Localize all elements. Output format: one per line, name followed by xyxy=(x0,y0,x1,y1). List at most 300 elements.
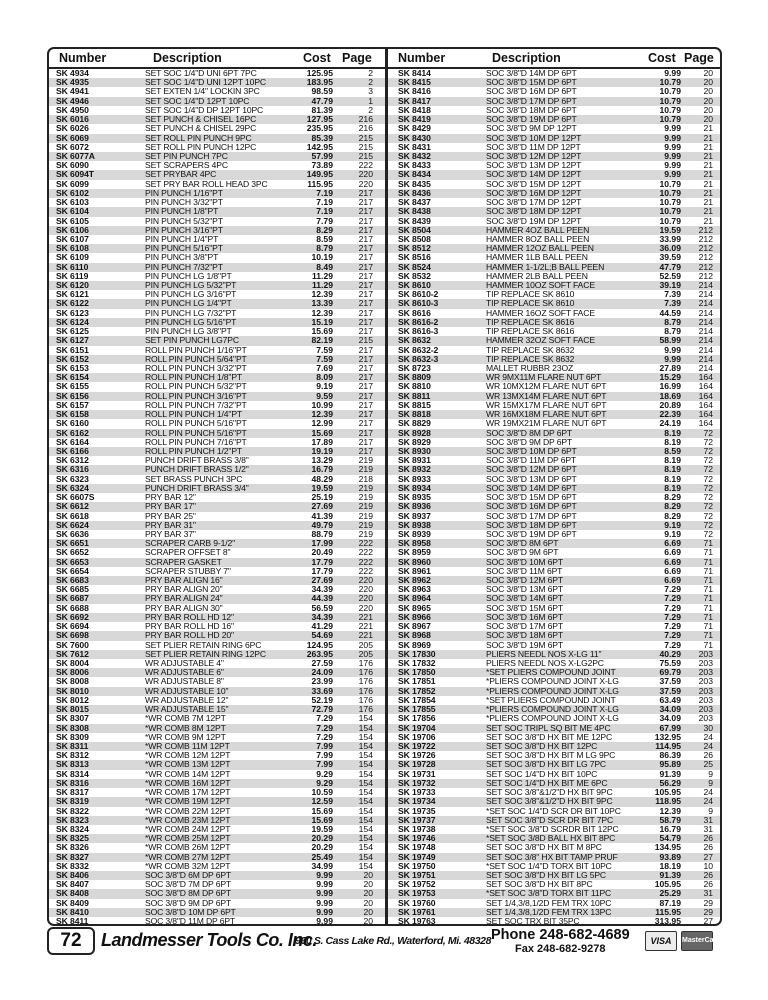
item-number: SK 6122 xyxy=(56,298,89,309)
item-description: WR 9MX11M FLARE NUT 6PT xyxy=(486,372,602,383)
item-cost: 11.29 xyxy=(311,280,333,291)
item-cost: 11.29 xyxy=(311,270,333,281)
item-page: 9 xyxy=(708,768,713,779)
item-cost: 58.99 xyxy=(659,335,681,346)
item-page: 222 xyxy=(358,538,373,549)
item-cost: 7.79 xyxy=(316,215,333,226)
item-page: 26 xyxy=(703,879,713,890)
item-page: 26 xyxy=(703,833,713,844)
item-number: SK 8410 xyxy=(56,906,89,917)
item-cost: 39.59 xyxy=(659,252,681,263)
item-number: SK 8964 xyxy=(398,593,431,604)
item-description: SET PRY BAR ROLL HEAD 3PC xyxy=(145,178,268,189)
item-description: SET PUNCH & CHISEL 16PC xyxy=(145,114,257,125)
item-number: SK 8967 xyxy=(398,621,431,632)
item-number: SK 6607S xyxy=(56,492,95,503)
item-number: SK 6160 xyxy=(56,418,89,429)
item-number: SK 8961 xyxy=(398,565,431,576)
item-page: 164 xyxy=(698,390,713,401)
item-description: WR 19MX21M FLARE NUT 6PT xyxy=(486,418,607,429)
item-description: SOC 3/8"D 15M DP 12PT xyxy=(486,178,582,189)
item-number: SK 6316 xyxy=(56,464,89,475)
item-number: SK 6119 xyxy=(56,270,89,281)
item-cost: 6.69 xyxy=(664,565,681,576)
item-description: PUNCH DRIFT BRASS 1/2" xyxy=(145,464,249,475)
item-number: SK 8439 xyxy=(398,215,431,226)
item-page: 2 xyxy=(368,68,373,78)
item-number: SK 8938 xyxy=(398,519,431,530)
item-cost: 235.95 xyxy=(306,123,333,134)
item-description: SOC 3/8"D 8M 6PT xyxy=(486,538,559,549)
item-description: *WR COMB 24M 12PT xyxy=(145,823,231,834)
item-page: 222 xyxy=(358,565,373,576)
item-page: 217 xyxy=(358,307,373,318)
item-number: SK 8416 xyxy=(398,86,431,97)
item-cost: 9.29 xyxy=(316,777,333,788)
item-description: SOC 3/8"D 11M DP 12PT xyxy=(486,141,581,152)
item-number: SK 6692 xyxy=(56,611,89,622)
item-number: SK 6106 xyxy=(56,224,89,235)
item-description: PRY BAR 17" xyxy=(145,501,196,512)
item-cost: 12.59 xyxy=(311,796,333,807)
item-page: 176 xyxy=(358,676,373,687)
item-description: ROLL PIN PUNCH 7/16"PT xyxy=(145,436,247,447)
item-description: PRY BAR ALIGN 30" xyxy=(145,602,223,613)
item-number: SK 6612 xyxy=(56,501,89,512)
item-description: WR ADJUSTABLE 10" xyxy=(145,685,229,696)
item-number: SK 8006 xyxy=(56,667,89,678)
item-page: 20 xyxy=(703,77,713,88)
item-page: 220 xyxy=(358,593,373,604)
item-page: 1 xyxy=(368,95,373,106)
item-cost: 15.69 xyxy=(311,814,333,825)
item-cost: 8.29 xyxy=(664,492,681,503)
item-cost: 8.29 xyxy=(664,510,681,521)
item-cost: 54.69 xyxy=(311,630,333,641)
item-cost: 10.59 xyxy=(311,787,333,798)
item-number: SK 8524 xyxy=(398,261,431,272)
item-number: SK 6687 xyxy=(56,593,89,604)
item-cost: 10.99 xyxy=(311,399,333,410)
item-page: 154 xyxy=(358,722,373,733)
item-cost: 118.95 xyxy=(655,796,681,807)
item-description: PRY BAR ROLL HD 16" xyxy=(145,621,234,632)
item-page: 176 xyxy=(358,667,373,678)
item-cost: 7.19 xyxy=(316,187,333,198)
item-cost: 37.59 xyxy=(659,685,681,696)
item-description: HAMMER 1-1/2L;B BALL PEEN xyxy=(486,261,605,272)
item-number: SK 17856 xyxy=(398,713,436,724)
item-description: ROLL PIN PUNCH 1/8"PT xyxy=(145,372,243,383)
item-description: SCRAPER OFFSET 8" xyxy=(145,547,231,558)
item-description: SET SOC 3/8"D HX BIT LG 7PC xyxy=(486,759,606,770)
item-description: *WR COMB 27M 12PT xyxy=(145,851,231,862)
right-column xyxy=(388,49,721,924)
item-number: SK 6069 xyxy=(56,132,89,143)
item-page: 215 xyxy=(358,132,373,143)
item-description: PIN PUNCH 3/16"PT xyxy=(145,224,223,235)
item-cost: 8.19 xyxy=(664,427,681,438)
item-cost: 52.19 xyxy=(311,694,333,705)
item-page: 220 xyxy=(358,575,373,586)
item-page: 72 xyxy=(703,482,713,493)
item-cost: 47.79 xyxy=(659,261,681,272)
item-page: 21 xyxy=(703,178,713,189)
item-description: TIP REPLACE SK 8610 xyxy=(486,298,575,309)
item-description: SOC 3/8"D 9M DP 12PT xyxy=(486,123,577,134)
item-page: 215 xyxy=(358,150,373,161)
item-description: SOC 3/8"D 8M DP 6PT xyxy=(486,427,573,438)
item-cost: 10.79 xyxy=(659,114,681,125)
item-description: WR 10MX12M FLARE NUT 6PT xyxy=(486,381,607,392)
item-cost: 95.89 xyxy=(659,759,681,770)
item-number: SK 6323 xyxy=(56,473,89,484)
item-cost: 33.99 xyxy=(659,233,681,244)
item-page: 216 xyxy=(358,114,373,125)
item-cost: 16.79 xyxy=(311,464,333,475)
item-number: SK 6152 xyxy=(56,353,89,364)
item-description: *SET SOC 3/8"D SCRDR BIT 12PC xyxy=(486,823,619,834)
item-page: 176 xyxy=(358,685,373,696)
item-cost: 27.89 xyxy=(659,363,681,373)
item-number: SK 6104 xyxy=(56,206,89,217)
item-page: 24 xyxy=(703,731,713,742)
item-number: SK 8969 xyxy=(398,639,431,650)
item-number: SK 19746 xyxy=(398,833,436,844)
item-cost: 9.99 xyxy=(316,906,333,917)
item-number: SK 8968 xyxy=(398,630,431,641)
item-page: 212 xyxy=(698,243,713,254)
item-number: SK 8928 xyxy=(398,427,431,438)
item-description: SOC 3/8"D 18M DP 6PT xyxy=(486,104,577,115)
item-number: SK 6162 xyxy=(56,427,89,438)
item-page: 20 xyxy=(703,86,713,97)
header-number: Number xyxy=(59,51,107,65)
item-number: SK 8532 xyxy=(398,270,431,281)
item-page: 20 xyxy=(703,114,713,125)
item-description: HAMMER 8OZ BALL PEEN xyxy=(486,233,590,244)
item-page: 220 xyxy=(358,169,373,180)
right-header xyxy=(388,49,721,69)
item-page: 217 xyxy=(358,243,373,254)
item-cost: 10.79 xyxy=(659,215,681,226)
left-column xyxy=(49,49,385,924)
item-cost: 16.79 xyxy=(659,823,681,834)
item-description: SET PLIER RETAIN RING 6PC xyxy=(145,639,262,650)
item-page: 3 xyxy=(368,86,373,97)
item-description: SET SOC 3/8"&1/2"D HX BIT 9PC xyxy=(486,787,613,798)
item-number: SK 6026 xyxy=(56,123,89,134)
item-cost: 7.29 xyxy=(664,639,681,650)
item-page: 217 xyxy=(358,224,373,235)
item-cost: 9.19 xyxy=(316,381,333,392)
item-cost: 56.29 xyxy=(659,777,681,788)
item-description: PUNCH DRIFT BRASS 3/4" xyxy=(145,482,249,493)
item-cost: 9.99 xyxy=(316,897,333,908)
item-page: 217 xyxy=(358,427,373,438)
item-cost: 13.29 xyxy=(311,455,333,466)
left-rows xyxy=(49,69,385,924)
item-cost: 114.95 xyxy=(655,740,681,751)
item-cost: 15.69 xyxy=(311,805,333,816)
item-page: 21 xyxy=(703,187,713,198)
item-number: SK 17850 xyxy=(398,667,436,678)
table-row xyxy=(49,917,385,924)
item-description: SET SOC 3/8"D HX BIT LG 5PC xyxy=(486,870,606,881)
item-cost: 9.99 xyxy=(664,160,681,171)
item-description: SOC 3/8"D 16M 6PT xyxy=(486,611,563,622)
item-cost: 10.79 xyxy=(659,104,681,115)
item-page: 205 xyxy=(358,639,373,650)
item-page: 27 xyxy=(703,851,713,862)
item-number: SK 8434 xyxy=(398,169,431,180)
item-description: MALLET RUBBR 23OZ xyxy=(486,363,574,373)
item-page: 214 xyxy=(698,316,713,327)
item-description: *WR COMB 19M 12PT xyxy=(145,796,231,807)
item-description: SET SOC 1/4"D DP 12PT 10PC xyxy=(145,104,264,115)
item-number: SK 6124 xyxy=(56,316,89,327)
item-cost: 7.99 xyxy=(316,740,333,751)
item-description: *SET SOC 1/4"D TORX BIT 10PC xyxy=(486,860,612,871)
item-cost: 56.59 xyxy=(311,602,333,613)
item-description: SET PRYBAR 4PC xyxy=(145,169,217,180)
item-number: SK 8616-2 xyxy=(398,316,439,327)
visa-card-icon: VISA xyxy=(645,931,677,951)
item-page: 20 xyxy=(363,888,373,899)
item-number: SK 8417 xyxy=(398,95,431,106)
item-description: SOC 3/8"D 18M 6PT xyxy=(486,630,563,641)
item-description: PIN PUNCH 3/32"PT xyxy=(145,197,223,208)
item-page: 176 xyxy=(358,658,373,668)
item-description: PIN PUNCH LG 5/16"PT xyxy=(145,316,237,327)
item-number: SK 4950 xyxy=(56,104,89,115)
item-cost: 34.39 xyxy=(311,611,333,622)
item-description: SET SOC TRIPL SQ BIT ME 4PC xyxy=(486,722,611,733)
item-cost: 8.49 xyxy=(316,261,333,272)
item-number: SK 6653 xyxy=(56,556,89,567)
item-description: SET ROLL PIN PUNCH 9PC xyxy=(145,132,252,143)
item-number: SK 6156 xyxy=(56,390,89,401)
item-cost: 9.99 xyxy=(316,916,333,924)
item-description: PIN PUNCH LG 5/32"PT xyxy=(145,280,237,291)
item-cost: 10.19 xyxy=(311,252,333,263)
item-page: 215 xyxy=(358,335,373,346)
item-cost: 115.95 xyxy=(307,178,333,189)
item-cost: 10.79 xyxy=(659,178,681,189)
item-description: SOC 3/8"D 14M DP 6PT xyxy=(486,68,577,78)
item-number: SK 8415 xyxy=(398,77,431,88)
item-description: *WR COMB 25M 12PT xyxy=(145,833,231,844)
item-cost: 81.39 xyxy=(311,104,333,115)
item-description: PIN PUNCH 5/16"PT xyxy=(145,243,223,254)
item-page: 219 xyxy=(358,455,373,466)
item-cost: 85.39 xyxy=(311,132,333,143)
item-cost: 10.79 xyxy=(659,86,681,97)
item-description: SET SOC TRX BIT 35PC xyxy=(486,916,580,924)
item-cost: 44.59 xyxy=(659,307,681,318)
phone-number: Phone 248-682-4689 xyxy=(491,927,630,943)
item-description: SET SOC 3/8" HX BIT TAMP PRUF xyxy=(486,851,618,862)
item-page: 217 xyxy=(358,270,373,281)
item-description: SOC 3/8"D 10M DP 6PT xyxy=(486,445,577,456)
item-page: 214 xyxy=(698,335,713,346)
item-page: 220 xyxy=(358,602,373,613)
item-number: SK 8407 xyxy=(56,879,89,890)
item-cost: 7.69 xyxy=(316,363,333,373)
item-cost: 22.39 xyxy=(659,409,681,420)
item-cost: 9.99 xyxy=(316,870,333,881)
item-page: 214 xyxy=(698,307,713,318)
item-page: 217 xyxy=(358,233,373,244)
item-page: 217 xyxy=(358,197,373,208)
item-cost: 24.19 xyxy=(659,418,681,429)
item-description: SOC 3/8"D 11M DP 6PT xyxy=(145,916,235,924)
item-number: SK 6125 xyxy=(56,326,89,337)
item-number: SK 19748 xyxy=(398,842,436,853)
item-page: 220 xyxy=(358,178,373,189)
item-page: 212 xyxy=(698,261,713,272)
item-number: SK 8322 xyxy=(56,805,89,816)
item-cost: 9.99 xyxy=(664,68,681,78)
item-page: 21 xyxy=(703,141,713,152)
item-page: 72 xyxy=(703,427,713,438)
item-description: SET SOC 1/4"D UNI 12PT 10PC xyxy=(145,77,266,88)
item-number: SK 8430 xyxy=(398,132,431,143)
item-number: SK 4934 xyxy=(56,68,89,78)
item-number: SK 6685 xyxy=(56,584,89,595)
item-description: *WR COMB 7M 12PT xyxy=(145,713,226,724)
item-description: WR ADJUSTABLE 4" xyxy=(145,658,224,668)
item-cost: 15.69 xyxy=(311,427,333,438)
item-description: SOC 3/8"D 11M 6PT xyxy=(486,565,563,576)
item-cost: 12.39 xyxy=(311,307,333,318)
item-number: SK 8408 xyxy=(56,888,89,899)
item-number: SK 6151 xyxy=(56,344,89,355)
item-page: 218 xyxy=(358,473,373,484)
item-page: 164 xyxy=(698,381,713,392)
item-page: 217 xyxy=(358,445,373,456)
item-page: 20 xyxy=(363,879,373,890)
item-page: 72 xyxy=(703,519,713,530)
item-description: SOC 3/8"D 16M DP 6PT xyxy=(486,86,577,97)
item-description: PRY BAR ROLL HD 20" xyxy=(145,630,234,641)
item-description: ROLL PIN PUNCH 3/32"PT xyxy=(145,363,247,373)
item-number: SK 17832 xyxy=(398,658,436,668)
item-description: SET SOC 3/8"D SCR DR BIT 7PC xyxy=(486,814,613,825)
item-page: 71 xyxy=(703,639,713,650)
item-number: SK 8963 xyxy=(398,584,431,595)
page-number: 72 xyxy=(47,927,95,955)
item-cost: 67.99 xyxy=(659,722,681,733)
item-cost: 19.19 xyxy=(311,445,333,456)
left-header xyxy=(49,49,385,69)
item-cost: 57.99 xyxy=(311,150,333,161)
item-page: 203 xyxy=(698,667,713,678)
item-page: 217 xyxy=(358,418,373,429)
item-page: 205 xyxy=(358,648,373,659)
item-cost: 15.29 xyxy=(659,372,681,383)
item-description: *WR COMB 12M 12PT xyxy=(145,750,231,761)
item-number: SK 19726 xyxy=(398,750,436,761)
item-cost: 9.99 xyxy=(316,888,333,899)
item-description: SOC 3/8"D 13M DP 6PT xyxy=(486,473,577,484)
item-number: SK 8937 xyxy=(398,510,431,521)
header-page: Page xyxy=(684,51,714,65)
item-description: HAMMER 4OZ BALL PEEN xyxy=(486,224,590,235)
item-cost: 19.59 xyxy=(659,224,681,235)
item-cost: 17.99 xyxy=(311,538,333,549)
item-number: SK 8932 xyxy=(398,464,431,475)
item-number: SK 8966 xyxy=(398,611,431,622)
item-page: 72 xyxy=(703,445,713,456)
item-cost: 19.59 xyxy=(311,482,333,493)
item-number: SK 6016 xyxy=(56,114,89,125)
item-number: SK 8015 xyxy=(56,704,89,715)
item-description: SET PUNCH & CHISEL 29PC xyxy=(145,123,257,134)
item-page: 30 xyxy=(703,722,713,733)
item-number: SK 6636 xyxy=(56,528,89,539)
item-description: PRY BAR 12" xyxy=(145,492,196,503)
item-cost: 8.29 xyxy=(664,501,681,512)
item-cost: 7.29 xyxy=(664,630,681,641)
item-page: 214 xyxy=(698,298,713,309)
item-cost: 54.79 xyxy=(659,833,681,844)
item-cost: 127.95 xyxy=(306,114,333,125)
item-cost: 48.29 xyxy=(311,473,333,484)
item-number: SK 6153 xyxy=(56,363,89,373)
item-cost: 7.59 xyxy=(316,353,333,364)
item-description: PRY BAR 31" xyxy=(145,519,196,530)
item-cost: 8.79 xyxy=(664,316,681,327)
item-number: SK 8815 xyxy=(398,399,431,410)
item-description: ROLL PIN PUNCH 5/32"PT xyxy=(145,381,247,392)
item-number: SK 8504 xyxy=(398,224,431,235)
item-number: SK 8431 xyxy=(398,141,431,152)
item-page: 176 xyxy=(358,704,373,715)
item-description: PRY BAR ALIGN 24" xyxy=(145,593,223,604)
item-number: SK 8327 xyxy=(56,851,89,862)
item-cost: 91.39 xyxy=(659,870,681,881)
item-description: PIN PUNCH 5/32"PT xyxy=(145,215,223,226)
item-cost: 17.89 xyxy=(311,436,333,447)
item-page: 164 xyxy=(698,418,713,429)
item-cost: 7.99 xyxy=(316,759,333,770)
item-number: SK 8309 xyxy=(56,731,89,742)
item-number: SK 19704 xyxy=(398,722,436,733)
item-page: 71 xyxy=(703,547,713,558)
item-number: SK 8411 xyxy=(56,916,89,924)
item-page: 21 xyxy=(703,123,713,134)
item-page: 71 xyxy=(703,565,713,576)
item-page: 9 xyxy=(708,777,713,788)
item-page: 217 xyxy=(358,344,373,355)
item-description: ROLL PIN PUNCH 1/2"PT xyxy=(145,445,243,456)
item-description: TIP REPLACE SK 8610 xyxy=(486,289,575,300)
item-cost: 7.29 xyxy=(664,584,681,595)
item-page: 217 xyxy=(358,289,373,300)
item-description: *PLIERS COMPOUND JOINT X-LG xyxy=(486,685,619,696)
item-cost: 13.39 xyxy=(311,298,333,309)
item-cost: 69.79 xyxy=(659,667,681,678)
item-number: SK 6624 xyxy=(56,519,89,530)
item-number: SK 8008 xyxy=(56,676,89,687)
item-cost: 23.99 xyxy=(311,676,333,687)
item-number: SK 8811 xyxy=(398,390,431,401)
item-number: SK 7612 xyxy=(56,648,89,659)
table-row xyxy=(49,161,385,170)
item-description: ROLL PIN PUNCH 5/16"PT xyxy=(145,418,247,429)
item-number: SK 8311 xyxy=(56,740,89,751)
